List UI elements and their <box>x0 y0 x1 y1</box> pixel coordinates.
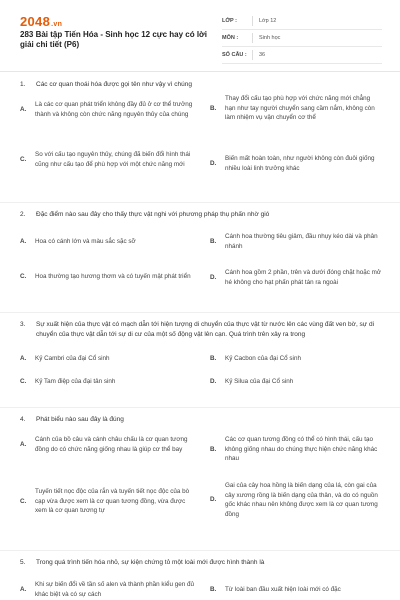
site-logo[interactable]: 2048.vn <box>20 14 63 29</box>
option-a[interactable]: A. Khi sự biến đổi về tần số alen và thành phần kiểu gen đủ khác biệt và có sự cách <box>20 581 194 598</box>
option-d[interactable]: D. Cánh hoa gồm 2 phần, trên và dưới đóng chặt hoặc mở hé không cho hạt phấn phát tán ra ngoài <box>210 269 381 286</box>
meta-label: SỐ CÂU : <box>222 52 247 58</box>
option-a[interactable]: A. Là các cơ quan phát triển không đầy đủ ở cơ thể trưởng thành và không còn chức năng nguyên thủy của chúng <box>20 101 193 118</box>
option-b[interactable]: B. Cánh hoa thường tiêu giảm, đầu nhụy kéo dài và phân nhánh <box>210 233 378 250</box>
option-c[interactable]: C. Tuyến tiết nọc độc của rắn và tuyến tiết nọc độc của bò cạp vừa được xem là cơ quan tương đồng, vừa được xem là cơ quan tương tự <box>20 488 190 514</box>
option-b[interactable]: B. Thay đổi cấu tạo phù hợp với chức năng mới chẳng hạn như tay người chuyển sang cầm nắm, không còn làm nhiệm vụ vận chuyển cơ thể <box>210 95 375 121</box>
question-text: Các cơ quan thoái hóa được gọi tên như vậy vì chúng <box>36 81 192 88</box>
header-divider <box>0 71 400 72</box>
document-title: 283 Bài tập Tiến Hóa - Sinh học 12 cực hay có lời giải chi tiết (P6) <box>20 30 207 49</box>
meta-value: Lớp 12 <box>259 18 277 24</box>
option-d[interactable]: D. Biến mất hoàn toàn, như người không còn đuôi giống nhiều loài linh trưởng khác <box>210 155 375 172</box>
question-text: Sự xuất hiện của thực vật có mạch dẫn tới hiện tượng di chuyển của thực vật từ nước lên các vùng đất ven bờ, sự di chuyển của thực vật dẫn tới sự di cư của một số động vật lên cạn. Quá trình trên xảy ra trong <box>36 321 375 338</box>
question-1 <box>20 80 382 194</box>
option-b[interactable]: B. Từ loài ban đầu xuất hiện loài mới có đặc <box>210 586 341 593</box>
option-c[interactable]: C. So với cấu tạo nguyên thủy, chúng đã biến đổi hình thái cũng như cấu tạo để phù hợp với một chức năng mới <box>20 151 191 168</box>
question-text: Đặc điểm nào sau đây cho thấy thực vật nghi với phương pháp thụ phấn nhờ gió <box>36 211 270 218</box>
option-d[interactable]: D. Kỷ Silua của đại Cổ sinh <box>210 378 294 385</box>
meta-row-class <box>222 13 382 30</box>
question-4 <box>20 415 382 549</box>
option-a[interactable]: A. Cánh của bồ câu và cánh châu chấu là cơ quan tương đồng do có chức năng giống nhau là giúp cơ thể bay <box>20 436 188 453</box>
option-a[interactable]: A. Hoa có cánh lớn và màu sắc sặc sỡ <box>20 238 136 245</box>
question-number: 1. <box>20 81 26 88</box>
meta-info <box>222 13 382 64</box>
option-b[interactable]: B. Các cơ quan tương đồng có thể có hình thái, cấu tạo không giống nhau do chúng thực hiện chức năng khác nhau <box>210 436 378 462</box>
page-header <box>0 0 400 70</box>
option-a[interactable]: A. Kỷ Cambri của đại Cổ sinh <box>20 355 110 362</box>
question-5 <box>20 558 382 600</box>
option-c[interactable]: C. Hoa thường tạo hương thơm và có tuyến mật phát triển <box>20 273 191 280</box>
option-b[interactable]: B. Kỷ Cacbon của đại Cổ sinh <box>210 355 301 362</box>
meta-row-count <box>222 47 382 64</box>
question-number: 5. <box>20 559 26 566</box>
meta-row-subject <box>222 30 382 47</box>
question-text: Phát biểu nào sau đây là đúng <box>36 416 124 423</box>
question-text: Trong quá trình tiến hóa nhỏ, sự kiện chứng tỏ một loài mới được hình thành là <box>36 559 265 566</box>
meta-value: 36 <box>259 52 266 58</box>
meta-value: Sinh học <box>259 35 281 41</box>
question-3 <box>20 320 382 394</box>
meta-label: LỚP : <box>222 18 237 24</box>
meta-label: MÔN : <box>222 35 239 41</box>
question-number: 2. <box>20 211 26 218</box>
question-number: 4. <box>20 416 26 423</box>
option-d[interactable]: D. Gai của cây hoa hồng là biến dạng của lá, còn gai của cây xương rồng là biến dạng của thân, và do có nguồn gốc khác nhau nên không được xem là cơ quan tương đồng <box>210 482 378 518</box>
question-number: 3. <box>20 321 26 328</box>
question-2 <box>20 210 382 304</box>
option-c[interactable]: C. Kỷ Tam điệp của đại tân sinh <box>20 378 116 385</box>
